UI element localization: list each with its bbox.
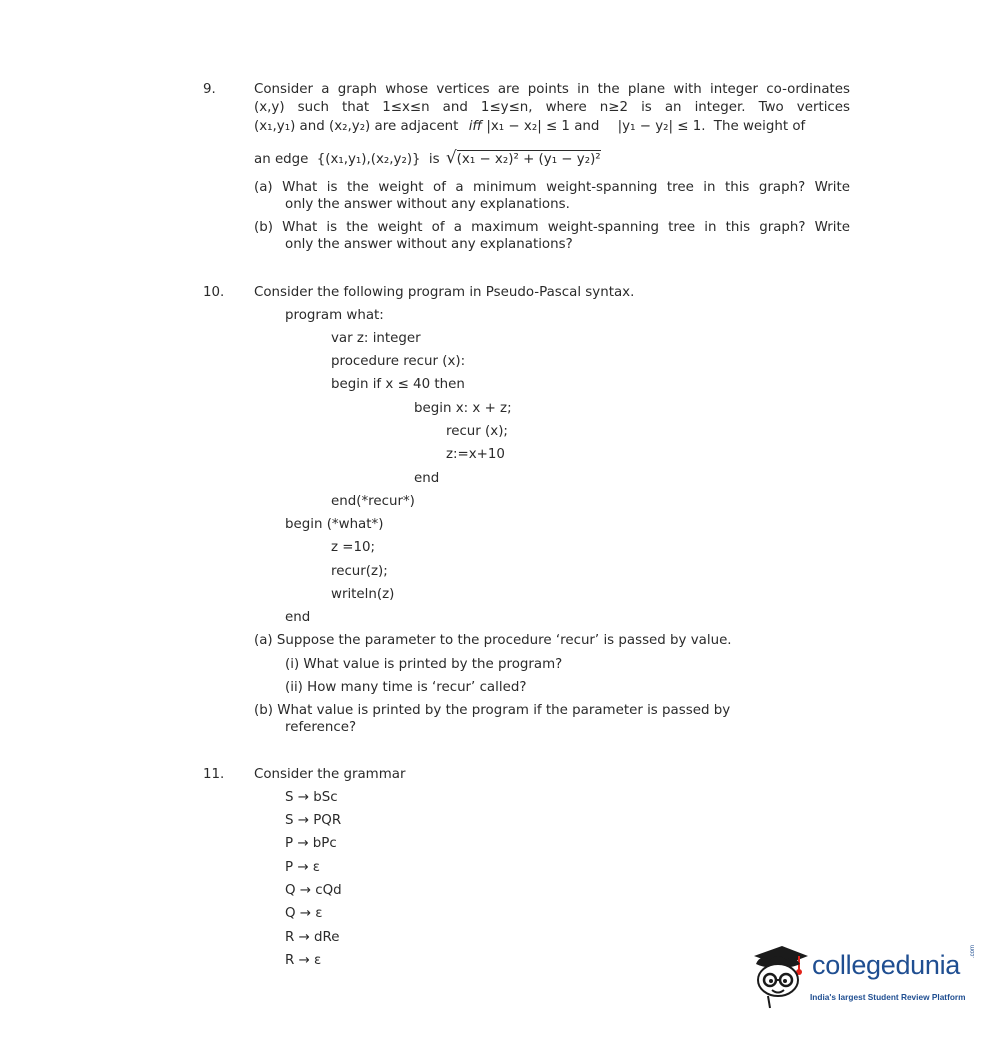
code-line: begin if x ≤ 40 then [331,377,465,392]
code-line: begin x: x + z; [414,401,512,416]
mascot-icon [748,940,810,1010]
question-part: (b) What value is printed by the program if the parameter is passed by [254,703,731,718]
code-line: var z: integer [331,331,421,346]
question-part: (b) What is the weight of a maximum weight-spanning tree in this graph? Write [254,220,850,235]
code-line: recur(z); [331,564,388,579]
grammar-rule: R → ε [285,953,322,968]
is-text: is [428,152,440,167]
code-line: z =10; [331,540,376,555]
question-part: reference? [285,720,357,735]
distance-formula [445,148,601,168]
logo-tagline: India's largest Student Review Platform [810,992,966,1002]
grammar-rule: Q → ε [285,906,323,921]
iff-text: iff [468,119,483,134]
condition-x: |x₁ − x₂| ≤ 1 and [486,119,600,134]
sqrt-icon: √ [445,148,457,168]
question-part: (a) What is the weight of a minimum weight-spanning tree in this graph? Write [254,180,850,195]
question-number: 11. [203,767,225,782]
question-part: only the answer without any explanations? [285,237,573,252]
code-line: end [414,471,440,486]
question-intro: Consider the following program in Pseudo-Pascal syntax. [254,285,635,300]
code-line: writeln(z) [331,587,395,602]
grammar-rule: P → bPc [285,836,337,851]
code-line: end(*recur*) [331,494,415,509]
question-number: 10. [203,285,225,300]
edge-text: an edge [254,152,309,167]
code-line: begin (*what*) [285,517,384,532]
grammar-rule: S → bSc [285,790,338,805]
adjacency-text: (x₁,y₁) and (x₂,y₂) are adjacent [254,119,459,134]
code-line: program what: [285,308,384,323]
collegedunia-logo [748,940,988,1018]
grammar-rule: R → dRe [285,930,340,945]
code-line: recur (x); [446,424,508,439]
edge-set: {(x₁,y₁),(x₂,y₂)} [316,152,421,167]
grammar-rule: P → ε [285,860,321,875]
logo-wordmark: collegedunia [812,950,961,980]
question-part: only the answer without any explanations. [285,197,570,212]
question-subpart: (ii) How many time is ‘recur’ called? [285,680,527,695]
formula-radicand: (x₁ − x₂)² + (y₁ − y₂)² [456,152,601,167]
question-text-line: (x,y) such that 1≤x≤n and 1≤y≤n, where n≥2 is an integer. Two vertices [254,100,850,115]
question-text-line [254,148,601,168]
question-part: (a) Suppose the parameter to the procedure ‘recur’ is passed by value. [254,633,732,648]
code-line: procedure recur (x): [331,354,466,369]
question-intro: Consider the grammar [254,767,406,782]
grammar-rule: S → PQR [285,813,342,828]
question-text-line [254,119,805,134]
question-text-line: Consider a graph whose vertices are points in the plane with integer co-ordinates [254,82,850,97]
logo-com: .com [970,944,976,958]
code-line: end [285,610,311,625]
condition-y: |y₁ − y₂| ≤ 1. [617,119,706,134]
weight-text: The weight of [713,119,806,134]
question-number: 9. [203,82,216,97]
code-line: z:=x+10 [446,447,505,462]
grammar-rule: Q → cQd [285,883,342,898]
question-subpart: (i) What value is printed by the program? [285,657,563,672]
